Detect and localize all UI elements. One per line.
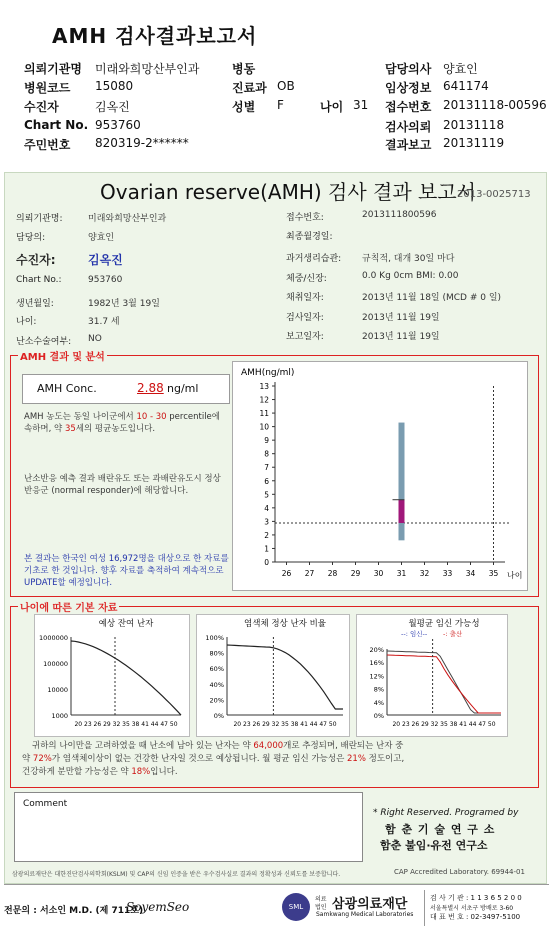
right-info-label: 과거생리습관:: [286, 254, 342, 264]
normal-ratio-chart: [197, 615, 349, 736]
left-info-label: 생년월일:: [16, 299, 54, 309]
basic-summary: 귀하의 나이만을 고려하였을 때 난소에 남아 있는 난자는 약 64,000개로 추정되며, 배란되는 난자 중 약 72%가 염색체이상이 없는 건강한 난자일 것으로 예상됩니다. 월 평균 임신 가능성은 21% 정도이고, 건강하게 분만할 가능성은 약 18%입니다.: [22, 741, 405, 777]
signature: SoyemSeo: [126, 900, 190, 914]
patient-value: 김옥진: [95, 100, 130, 114]
result-value: 20131119: [443, 136, 505, 150]
cap-note: CAP Accredited Laboratory. 69944-01: [394, 868, 525, 876]
right-info-value: 2013년 11월 18일 (MCD # 0 일): [362, 293, 502, 303]
basic-section-title: 나이에 따른 기본 자료: [18, 599, 119, 614]
right-info-value: 2013111800596: [362, 210, 437, 220]
data-basis-text: 본 결과는 한국인 여성 16,972명을 대상으로 한 자료를 기초로 한 것입니다. 향후 자료를 축적하여 계속적으로 UPDATE할 예정입니다.: [24, 554, 229, 588]
dept-value: OB: [277, 79, 295, 93]
left-info-label: 수진자:: [16, 253, 56, 267]
page-title: AMH 검사결과보고서: [52, 24, 258, 48]
x-tick-label: 26: [281, 569, 292, 578]
left-info-label: 의뢰기관명:: [16, 214, 63, 224]
response-text: 난소반응 예측 결과 배란유도 또는 과배란유도시 정상반응군 (normal responder)에 해당합니다.: [24, 474, 221, 496]
lab-name-2: 함춘 불임·유전 연구소: [380, 839, 488, 852]
right-info-label: 검사일자:: [286, 313, 324, 323]
panel-title: 예상 잔여 난자: [98, 619, 154, 629]
x-tick-label: 29: [350, 569, 361, 578]
amh-conc-unit: ng/ml: [167, 382, 199, 395]
right-info-label: 채취일자:: [286, 293, 324, 303]
analysis-section-title: AMH 결과 및 분석: [18, 348, 107, 363]
x-tick-label: 32: [419, 569, 430, 578]
sex-label: 성별: [232, 100, 256, 114]
left-info-value: 미래와희망산부인과: [88, 214, 167, 224]
amh-chart-box: [232, 361, 528, 591]
left-info-label: 나이:: [16, 317, 37, 327]
dept-label: 진료과: [232, 81, 267, 95]
y-tick-label: 8: [264, 449, 269, 459]
legend-pregnancy: --: 임신--: [401, 630, 428, 638]
left-info-value: 1982년 3월 19일: [88, 299, 160, 309]
y-tick-label: 5: [264, 490, 269, 500]
panel-y-tick-label: 60%: [209, 665, 224, 674]
left-info-label: 담당의:: [16, 233, 46, 243]
y-tick-label: 9: [264, 436, 269, 446]
y-tick-label: 0: [264, 558, 269, 567]
report-title: Ovarian reserve(AMH) 검사 결과 보고서: [100, 180, 476, 204]
hospital-code-label: 병원코드: [24, 81, 71, 95]
contact-line-3: 대 표 번 호 : 02-3497-5100: [430, 913, 521, 921]
y-tick-label: 3: [264, 517, 269, 527]
certification-note: 삼광의료재단은 대한진단검사의학회(KSLM) 및 CAP의 신임 인증을 받은 우수검사실로 결과의 정확성과 신뢰도를 보증합니다.: [12, 871, 341, 878]
y-tick-label: 12: [259, 395, 269, 405]
panel-y-tick-label: 0%: [213, 712, 224, 720]
normal-ratio-panel: [196, 614, 350, 737]
sex-value: F: [277, 98, 284, 112]
pregnancy-chart: [357, 615, 507, 736]
pregnancy-panel: [356, 614, 508, 737]
ssn-label: 주민번호: [24, 138, 71, 152]
right-info-value: 2013년 11월 19일: [362, 332, 440, 342]
request-value: 20131118: [443, 118, 505, 132]
panel-y-tick-label: 0%: [373, 712, 384, 720]
amh-age-chart: [233, 362, 527, 590]
chart-no-label: Chart No.: [24, 118, 89, 132]
contact-line-2: 서울특별시 서초구 방배로 3-60: [430, 905, 514, 912]
right-info-label: 접수번호:: [286, 213, 324, 223]
x-tick-label: 35: [488, 569, 499, 578]
right-info-value: 2013년 11월 19일: [362, 313, 440, 323]
left-info-value: 953760: [88, 275, 123, 285]
y-tick-label: 4: [264, 503, 269, 513]
left-info-label: 난소수술여부:: [16, 337, 72, 347]
y-tick-label: 2: [264, 530, 269, 540]
panel-y-tick-label: 100000: [43, 660, 68, 668]
patient-bar: [399, 500, 405, 523]
org-small-label: 의료법인: [315, 896, 327, 911]
x-tick-label: 28: [327, 569, 338, 578]
x-tick-label: 34: [465, 569, 476, 578]
remaining-eggs-panel: [34, 614, 190, 737]
left-info-value: NO: [88, 334, 102, 344]
left-info-label: Chart No.:: [16, 275, 62, 285]
request-label: 검사의뢰: [385, 120, 432, 134]
right-info-value: 0.0 Kg 0cm BMI: 0.00: [362, 271, 459, 281]
age-value: 31: [353, 98, 369, 112]
result-label: 결과보고: [385, 138, 432, 152]
panel-x-tick-labels: 20 23 26 29 32 35 38 41 44 47 50: [392, 721, 496, 728]
specialist-text: 전문의 : 서소인 M.D. (제 711호): [4, 906, 144, 916]
institution-value: 미래와희망산부인과: [95, 62, 200, 76]
panel-y-tick-label: 16%: [369, 659, 384, 668]
panel-y-tick-label: 1000000: [39, 634, 68, 642]
panel-y-tick-label: 100%: [205, 634, 224, 642]
receipt-value: 20131118-00596: [443, 98, 547, 112]
org-logo-icon: SML: [282, 893, 310, 921]
lab-name-1: 함 춘 기 술 연 구 소: [385, 823, 496, 836]
right-info-value: 규칙적, 대개 30일 마다: [362, 254, 455, 264]
y-tick-label: 13: [259, 382, 269, 391]
x-tick-label: 27: [304, 569, 315, 578]
org-english-name: Samkwang Medical Laboratories: [316, 911, 414, 918]
left-info-value: 양효인: [88, 233, 115, 243]
x-tick-label: 30: [373, 569, 384, 578]
remaining-eggs-chart: [35, 615, 189, 736]
chart-no-value: 953760: [95, 118, 141, 132]
ssn-value: 820319-2******: [95, 136, 189, 150]
panel-y-tick-label: 40%: [209, 680, 224, 689]
panel-x-tick-labels: 20 23 26 29 32 35 38 41 44 47 50: [233, 721, 337, 728]
legend-birth: -: 출산: [443, 630, 463, 638]
hospital-code-value: 15080: [95, 79, 134, 93]
pregnancy-curve: [387, 651, 501, 713]
panel-y-tick-label: 4%: [373, 698, 384, 707]
normal-ratio-curve: [227, 645, 343, 709]
panel-y-tick-label: 20%: [209, 696, 224, 705]
y-axis-label: AMH(ng/ml): [241, 368, 295, 378]
y-tick-label: 1: [264, 544, 269, 554]
percentile-text: AMH 농도는 동일 나이군에서 10 - 30 percentile에 속하며, 약 35세의 평균농도입니다.: [24, 412, 221, 434]
clinical-value: 641174: [443, 79, 489, 93]
institution-label: 의뢰기관명: [24, 62, 82, 76]
x-axis-label: 나이: [507, 571, 523, 580]
panel-y-tick-label: 80%: [209, 649, 224, 658]
right-info-label: 최종월경일:: [286, 232, 333, 242]
contact-divider: [424, 890, 425, 926]
receipt-label: 접수번호: [385, 100, 432, 114]
panel-y-tick-label: 8%: [373, 685, 384, 694]
panel-x-tick-labels: 20 23 26 29 32 35 38 41 44 47 50: [74, 721, 178, 728]
amh-conc-label: AMH Conc.: [37, 382, 97, 395]
remaining-eggs-curve: [71, 641, 181, 715]
clinical-label: 임상정보: [385, 81, 432, 95]
y-tick-label: 7: [264, 463, 269, 473]
report-number: 2013-0025713: [457, 189, 531, 200]
amh-conc-value: 2.88: [137, 381, 164, 395]
doctor-value: 양효인: [443, 62, 478, 76]
right-info-label: 체중/신장:: [286, 274, 327, 284]
ward-label: 병동: [232, 62, 256, 76]
panel-title: 염색체 정상 난자 비율: [243, 619, 327, 629]
panel-y-tick-label: 10000: [47, 686, 68, 694]
org-name: 삼광의료재단: [332, 897, 408, 912]
x-tick-label: 33: [442, 569, 453, 578]
left-info-value: 김옥진: [88, 253, 123, 267]
doctor-label: 담당의사: [385, 62, 432, 76]
footer-divider: [4, 884, 549, 885]
panel-y-tick-label: 20%: [369, 646, 384, 654]
age-label: 나이: [320, 100, 344, 114]
amh-conc-box: [22, 374, 230, 404]
y-tick-label: 6: [264, 476, 269, 486]
comment-box: [14, 792, 363, 862]
x-tick-label: 31: [396, 569, 407, 578]
panel-y-tick-label: 1000: [51, 712, 68, 720]
left-info-value: 31.7 세: [88, 317, 120, 327]
panel-y-tick-label: 12%: [369, 672, 384, 681]
contact-line-1: 검 사 기 관 : 1 1 3 6 5 2 0 0: [430, 894, 522, 902]
panel-title-pregnancy: 월평균 임신 가능성: [408, 619, 480, 629]
comment-label: Comment: [23, 799, 68, 809]
y-tick-label: 10: [259, 422, 269, 432]
y-tick-label: 11: [259, 409, 269, 419]
right-info-label: 보고일자:: [286, 332, 324, 342]
rights-text: * Right Reserved. Programed by: [373, 808, 519, 818]
patient-label: 수진자: [24, 100, 59, 114]
